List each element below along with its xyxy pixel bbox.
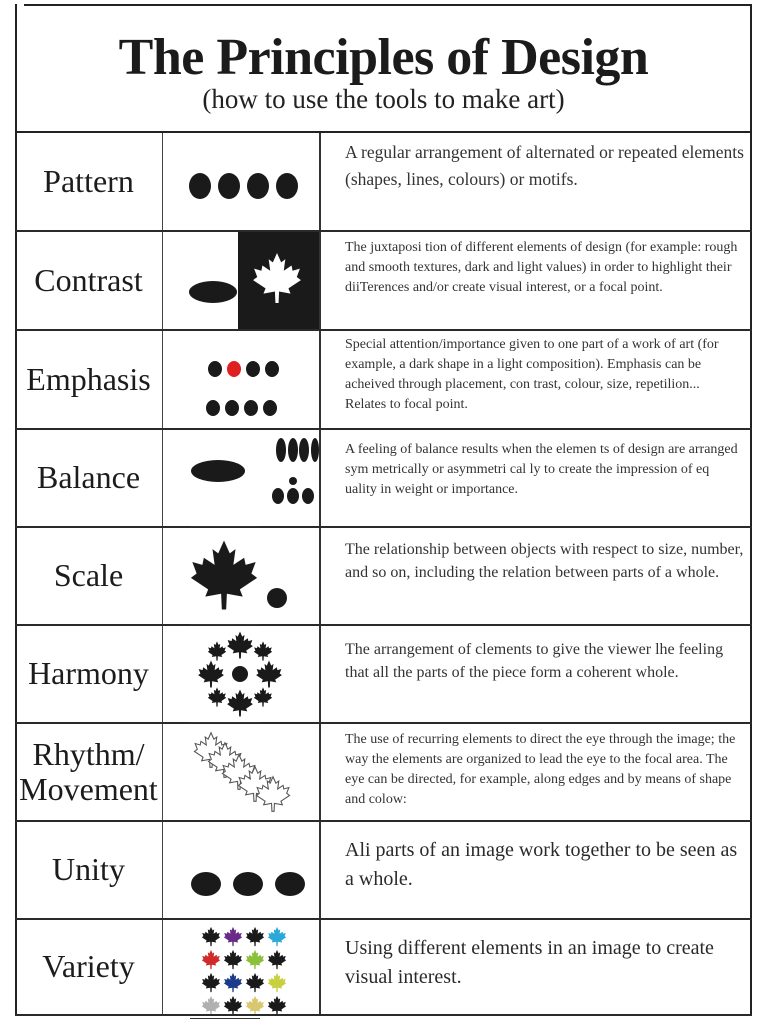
principle-row-unity	[15, 822, 752, 920]
principle-row-harmony	[15, 626, 752, 724]
variety-leaf-icon	[246, 950, 264, 969]
variety-leaf-icon	[202, 973, 220, 992]
variety-leaf-icon	[268, 927, 286, 946]
principle-description: The arrangement of clements to give the viewer lhe feeling that all the parts of the piece form a coherent whole.	[345, 641, 724, 681]
four-dots-pattern-icon	[163, 133, 319, 230]
principle-description: Special attention/importance given to one part of a work of art (for example, a dark shape in a light composition). Emphasis can be acheived through placement, con trast, colour, size, repetilion... Relates to focal point.	[345, 337, 719, 412]
page-title: The Principles of Design	[118, 29, 649, 86]
variety-leaf-icon	[202, 950, 220, 969]
principle-row-contrast	[15, 232, 752, 331]
principle-name: Unity	[52, 851, 125, 888]
principle-name: Balance	[36, 459, 141, 496]
dots-with-red-dot-emphasis-icon	[163, 331, 319, 428]
variety-leaf-icon	[246, 927, 264, 946]
page-subtitle: (how to use the tools to make art)	[202, 84, 565, 114]
principle-row-pattern	[15, 133, 752, 232]
balanced-shapes-icon	[163, 430, 319, 526]
principle-name: Variety	[42, 948, 135, 985]
principle-description: A regular arrangement of alternated or repeated elements (shapes, lines, colours) or motifs.	[345, 142, 744, 189]
leaf-and-small-dot-scale-icon	[163, 528, 319, 624]
principle-name: Contrast	[34, 261, 143, 298]
colored-maple-leaf-grid-variety-icon	[163, 920, 319, 1014]
variety-leaf-icon	[224, 927, 242, 946]
principle-row-rhythm-movement	[15, 724, 752, 822]
variety-leaf-icon	[268, 950, 286, 969]
principle-row-emphasis	[15, 331, 752, 430]
principle-row-variety	[15, 920, 752, 1016]
variety-leaf-icon	[246, 973, 264, 992]
variety-leaf-icon	[224, 973, 242, 992]
principle-name: Rhythm/ Movement	[19, 735, 158, 807]
principle-row-balance	[15, 430, 752, 528]
principle-description: The use of recurring elements to direct the eye through the image; the way the elements are organized to lead the eye to the focal area. The eye can be directed, for example, along edges and by means of shape and colow:	[345, 732, 736, 807]
principle-description: Ali parts of an image work together to be seen as a whole.	[345, 839, 738, 890]
principle-name: Emphasis	[26, 360, 151, 397]
page-header	[15, 4, 752, 133]
variety-leaf-icon	[246, 996, 264, 1014]
principle-row-scale	[15, 528, 752, 626]
variety-leaf-icon	[202, 927, 220, 946]
variety-leaf-icon	[202, 996, 220, 1014]
receding-leaf-outlines-rhythm-icon	[163, 724, 319, 820]
variety-leaf-icon	[224, 996, 242, 1014]
variety-leaf-icon	[268, 973, 286, 992]
principle-name: Pattern	[43, 162, 134, 199]
principle-name: Scale	[53, 557, 124, 594]
principle-description: Using different elements in an image to create visual interest.	[345, 937, 714, 988]
principle-name: Harmony	[28, 655, 149, 692]
principle-description: The relationship between objects with respect to size, number, and so on, including the relation between parts of a whole.	[345, 541, 744, 581]
radial-maple-leaves-harmony-icon	[163, 626, 319, 722]
three-ovals-unity-icon	[163, 822, 319, 918]
oval-and-maple-leaf-contrast-icon	[163, 232, 319, 329]
variety-leaf-icon	[224, 950, 242, 969]
variety-leaf-icon	[268, 996, 286, 1014]
principle-description: A feeling of balance results when the elemen ts of design are arranged sym metrically or asymmetri cal ly to create the impression of eq uality in weight or importance.	[345, 442, 738, 497]
principle-description: The juxtaposi tion of different elements of design (for example: rough and smooth textures, dark and light values) in order to highlight their diiTerences and/or create visual interest, or a focal point.	[345, 240, 738, 295]
